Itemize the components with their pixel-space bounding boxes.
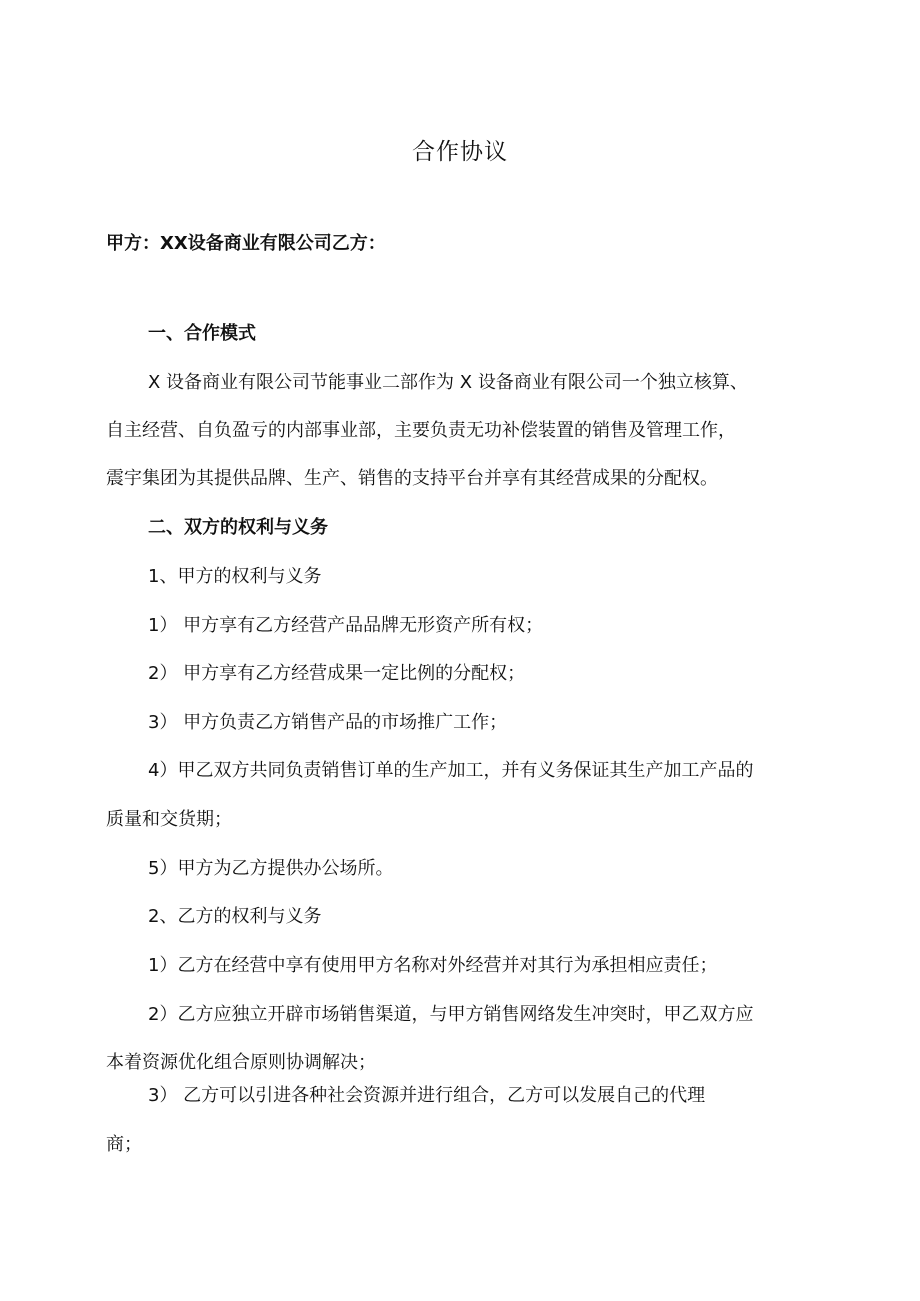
parties-line: 甲方：XX设备商业有限公司乙方： <box>106 233 386 254</box>
party-b-item-2: 2）乙方应独立开辟市场销售渠道，与甲方销售网络发生冲突时，甲乙双方应 <box>148 1004 754 1025</box>
party-a-item-4-cont: 质量和交货期； <box>106 809 232 830</box>
party-a-item-3: 3） 甲方负责乙方销售产品的市场推广工作； <box>148 712 508 733</box>
party-b-heading: 2、乙方的权利与义务 <box>148 906 322 927</box>
party-b-item-3-cont: 商； <box>106 1134 142 1155</box>
party-b-item-1: 1）乙方在经营中享有使用甲方名称对外经营并对其行为承担相应责任； <box>148 955 718 976</box>
party-a-item-4: 4）甲乙双方共同负责销售订单的生产加工，并有义务保证其生产加工产品的 <box>148 760 754 781</box>
section2-heading: 二、双方的权利与义务 <box>148 517 328 538</box>
document-title: 合作协议 <box>412 139 508 165</box>
party-a-item-1: 1） 甲方享有乙方经营产品品牌无形资产所有权； <box>148 615 544 636</box>
party-b-item-2-cont: 本着资源优化组合原则协调解决； <box>106 1052 376 1073</box>
section1-heading: 一、合作模式 <box>148 323 256 344</box>
section1-line-2: 自主经营、自负盈亏的内部事业部，主要负责无功补偿装置的销售及管理工作， <box>106 420 736 441</box>
section1-line-1: X 设备商业有限公司节能事业二部作为 X 设备商业有限公司一个独立核算、 <box>148 372 748 393</box>
party-a-heading: 1、甲方的权利与义务 <box>148 566 322 587</box>
party-a-item-5: 5）甲方为乙方提供办公场所。 <box>148 858 394 879</box>
section1-line-3: 震宇集团为其提供品牌、生产、销售的支持平台并享有其经营成果的分配权。 <box>106 468 718 489</box>
party-a-item-2: 2） 甲方享有乙方经营成果一定比例的分配权； <box>148 663 526 684</box>
party-b-item-3: 3） 乙方可以引进各种社会资源并进行组合，乙方可以发展自己的代理 <box>148 1085 706 1106</box>
